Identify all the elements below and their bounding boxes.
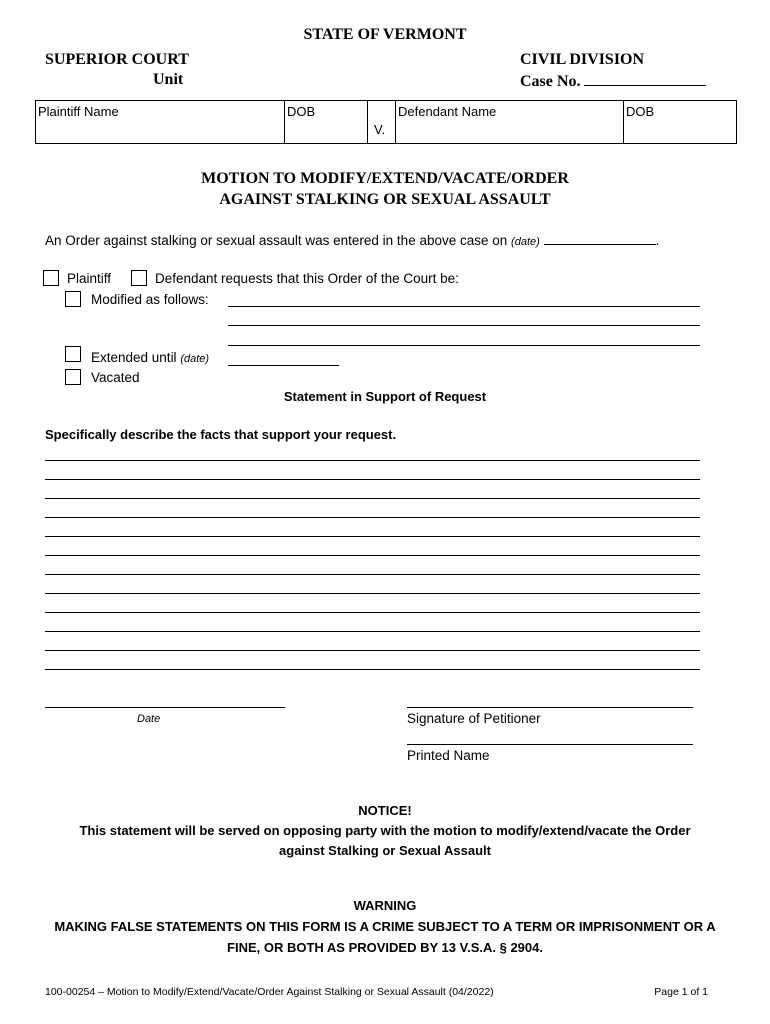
case-number-field[interactable] <box>584 71 706 86</box>
date-signature-line[interactable] <box>45 707 285 708</box>
statement-instruction: Specifically describe the facts that support your request. <box>45 427 397 442</box>
form-title <box>0 168 770 210</box>
versus-cell <box>368 101 396 143</box>
printed-name-label: Printed Name <box>407 748 490 763</box>
intro-text: An Order against stalking or sexual assault was entered in the above case on <box>45 233 508 248</box>
notice-line2: against Stalking or Sexual Assault <box>279 843 491 858</box>
modification-line-2[interactable] <box>228 325 700 326</box>
order-date-field[interactable] <box>544 232 656 245</box>
statement-line[interactable] <box>45 593 700 594</box>
warning-heading: WARNING <box>353 898 417 913</box>
defendant-checkbox[interactable] <box>131 270 147 286</box>
modification-line-1[interactable] <box>228 306 700 307</box>
defendant-name-label: Defendant Name <box>398 104 497 119</box>
date-label: Date <box>137 713 161 725</box>
case-number-label: Case No. <box>520 73 581 90</box>
plaintiff-name-field[interactable] <box>36 101 285 143</box>
intro-date-hint: (date) <box>511 236 540 248</box>
form-id: 100-00254 – Motion to Modify/Extend/Vacate/Order Against Stalking or Sexual Assault (04/2022) <box>45 986 494 998</box>
plaintiff-dob-label: DOB <box>287 104 316 119</box>
printed-name-line[interactable] <box>407 744 693 745</box>
statement-line[interactable] <box>45 669 700 670</box>
defendant-name-field[interactable] <box>396 101 624 143</box>
parties-table <box>35 100 737 144</box>
statement-line[interactable] <box>45 555 700 556</box>
modification-line-3[interactable] <box>228 345 700 346</box>
state-heading: STATE OF VERMONT <box>303 26 467 43</box>
modified-label: Modified as follows: <box>91 292 209 307</box>
plaintiff-dob-field[interactable] <box>285 101 368 143</box>
form-title-line1: MOTION TO MODIFY/EXTEND/VACATE/ORDER <box>201 170 569 187</box>
signature-label: Signature of Petitioner <box>407 711 541 726</box>
statement-line[interactable] <box>45 650 700 651</box>
case-number <box>520 71 706 91</box>
statement-line[interactable] <box>45 536 700 537</box>
extended-date-field[interactable] <box>228 365 339 366</box>
statement-line[interactable] <box>45 574 700 575</box>
unit-label: Unit <box>153 71 184 88</box>
form-title-line2: AGAINST STALKING OR SEXUAL ASSAULT <box>219 191 551 208</box>
notice-heading: NOTICE! <box>358 803 412 818</box>
extended-label-group <box>91 350 209 365</box>
extended-date-hint: (date) <box>180 353 210 365</box>
page-number: Page 1 of 1 <box>654 986 708 998</box>
statement-line[interactable] <box>45 517 700 518</box>
vacated-label: Vacated <box>91 370 140 385</box>
vacated-checkbox[interactable] <box>65 369 81 385</box>
notice-section <box>0 801 770 861</box>
intro-statement <box>45 232 659 248</box>
statement-line[interactable] <box>45 612 700 613</box>
court-name: SUPERIOR COURT <box>45 51 189 68</box>
defendant-dob-label: DOB <box>626 104 655 119</box>
defendant-dob-field[interactable] <box>624 101 736 143</box>
notice-line1: This statement will be served on opposing party with the motion to modify/extend/vacate the Order <box>79 823 691 838</box>
extended-label: Extended until <box>91 350 177 365</box>
petitioner-signature-line[interactable] <box>407 707 693 708</box>
intro-period: . <box>655 233 660 248</box>
versus-label: V. <box>374 122 386 137</box>
plaintiff-checkbox[interactable] <box>43 270 59 286</box>
statement-heading: Statement in Support of Request <box>283 389 487 404</box>
division-label: CIVIL DIVISION <box>520 51 645 68</box>
plaintiff-name-label: Plaintiff Name <box>38 104 119 119</box>
modified-checkbox[interactable] <box>65 291 81 307</box>
defendant-requests-label: Defendant requests that this Order of the Court be: <box>155 271 459 286</box>
statement-line[interactable] <box>45 479 700 480</box>
warning-line1: MAKING FALSE STATEMENTS ON THIS FORM IS A CRIME SUBJECT TO A TERM OR IMPRISONMENT OR A <box>54 919 716 934</box>
warning-line2: FINE, OR BOTH AS PROVIDED BY 13 V.S.A. § 2904. <box>227 940 543 955</box>
extended-checkbox[interactable] <box>65 346 81 362</box>
statement-line[interactable] <box>45 498 700 499</box>
statement-line[interactable] <box>45 631 700 632</box>
plaintiff-option-label: Plaintiff <box>67 271 112 286</box>
statement-line[interactable] <box>45 460 700 461</box>
warning-section <box>0 895 770 958</box>
